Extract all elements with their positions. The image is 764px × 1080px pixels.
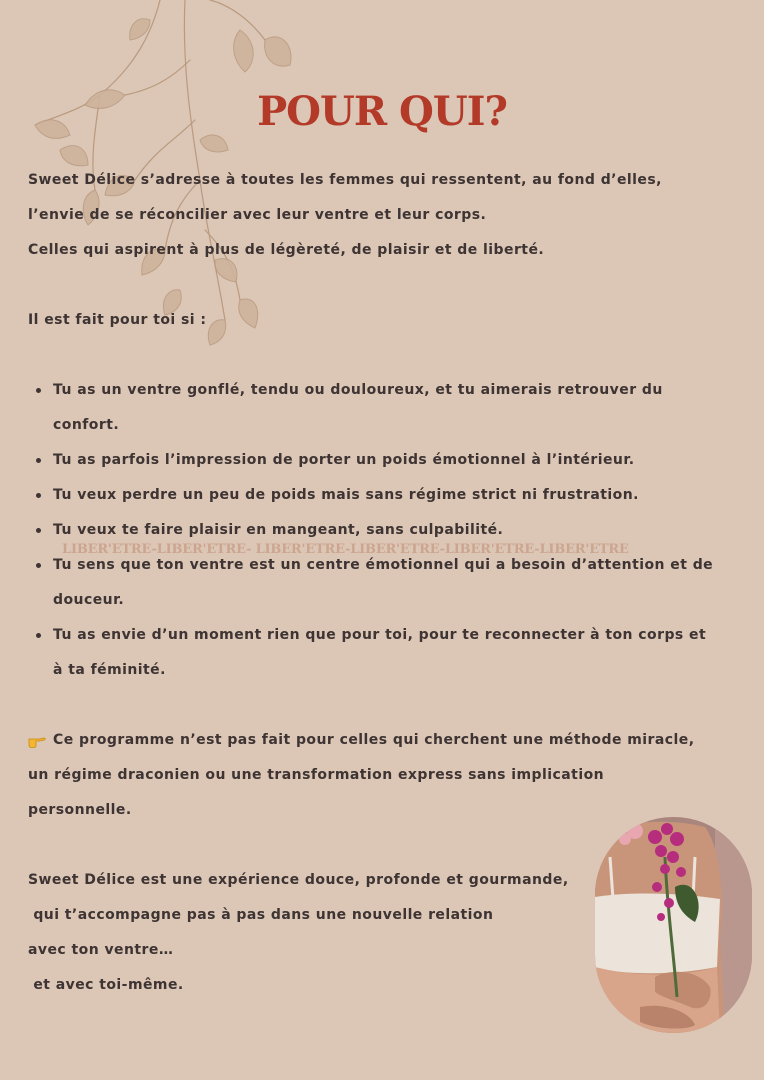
bullet-dot-icon (36, 388, 41, 393)
bullet-6-line-2: à ta féminité. (53, 662, 166, 678)
intro-line-2: l’envie de se réconcilier avec leur ventre et leur corps. (28, 207, 487, 223)
intro-line-3: Celles qui aspirent à plus de légèreté, de plaisir et de liberté. (28, 242, 545, 258)
lead-text: Il est fait pour toi si : (28, 312, 207, 328)
notice-line-2: un régime draconien ou une transformation express sans implication (28, 767, 605, 783)
closing-line-2: qui t’accompagne pas à pas dans une nouvelle relation (28, 907, 494, 923)
bullet-dot-icon (36, 528, 41, 533)
bullet-2: Tu as parfois l’impression de porter un poids émotionnel à l’intérieur. (53, 452, 635, 468)
closing-line-4: et avec toi-même. (28, 977, 184, 993)
bullet-dot-icon (36, 493, 41, 498)
closing-line-3: avec ton ventre… (28, 942, 174, 958)
watermark-text: LIBER'ETRE-LIBER'ETRE- LIBER'ETRE-LIBER'ETRE-LIBER'ETRE-LIBER'ETRE (62, 542, 629, 557)
bullet-dot-icon (36, 563, 41, 568)
intro-line-1: Sweet Délice s’adresse à toutes les femmes qui ressentent, au fond d’elles, (28, 172, 662, 188)
bullet-6-line-1: Tu as envie d’un moment rien que pour toi, pour te reconnecter à ton corps et (53, 627, 707, 643)
bullet-1-line-1: Tu as un ventre gonflé, tendu ou douloureux, et tu aimerais retrouver du (53, 382, 663, 398)
bullet-5-line-2: douceur. (53, 592, 125, 608)
bullet-3: Tu veux perdre un peu de poids mais sans régime strict ni frustration. (53, 487, 639, 503)
page-title: POUR QUI? (257, 88, 507, 135)
bullet-dot-icon (36, 633, 41, 638)
woman-with-flowers-photo (595, 817, 752, 1033)
bullet-1-line-2: confort. (53, 417, 120, 433)
bullet-dot-icon (36, 458, 41, 463)
notice-line-1: Ce programme n’est pas fait pour celles qui cherchent une méthode miracle, (53, 732, 695, 748)
pointing-hand-icon (28, 734, 46, 748)
bullet-5-line-1: Tu sens que ton ventre est un centre émotionnel qui a besoin d’attention et de (53, 557, 714, 573)
bullet-4: Tu veux te faire plaisir en mangeant, sans culpabilité. (53, 522, 504, 538)
notice-line-3: personnelle. (28, 802, 132, 818)
closing-line-1: Sweet Délice est une expérience douce, profonde et gourmande, (28, 872, 569, 888)
